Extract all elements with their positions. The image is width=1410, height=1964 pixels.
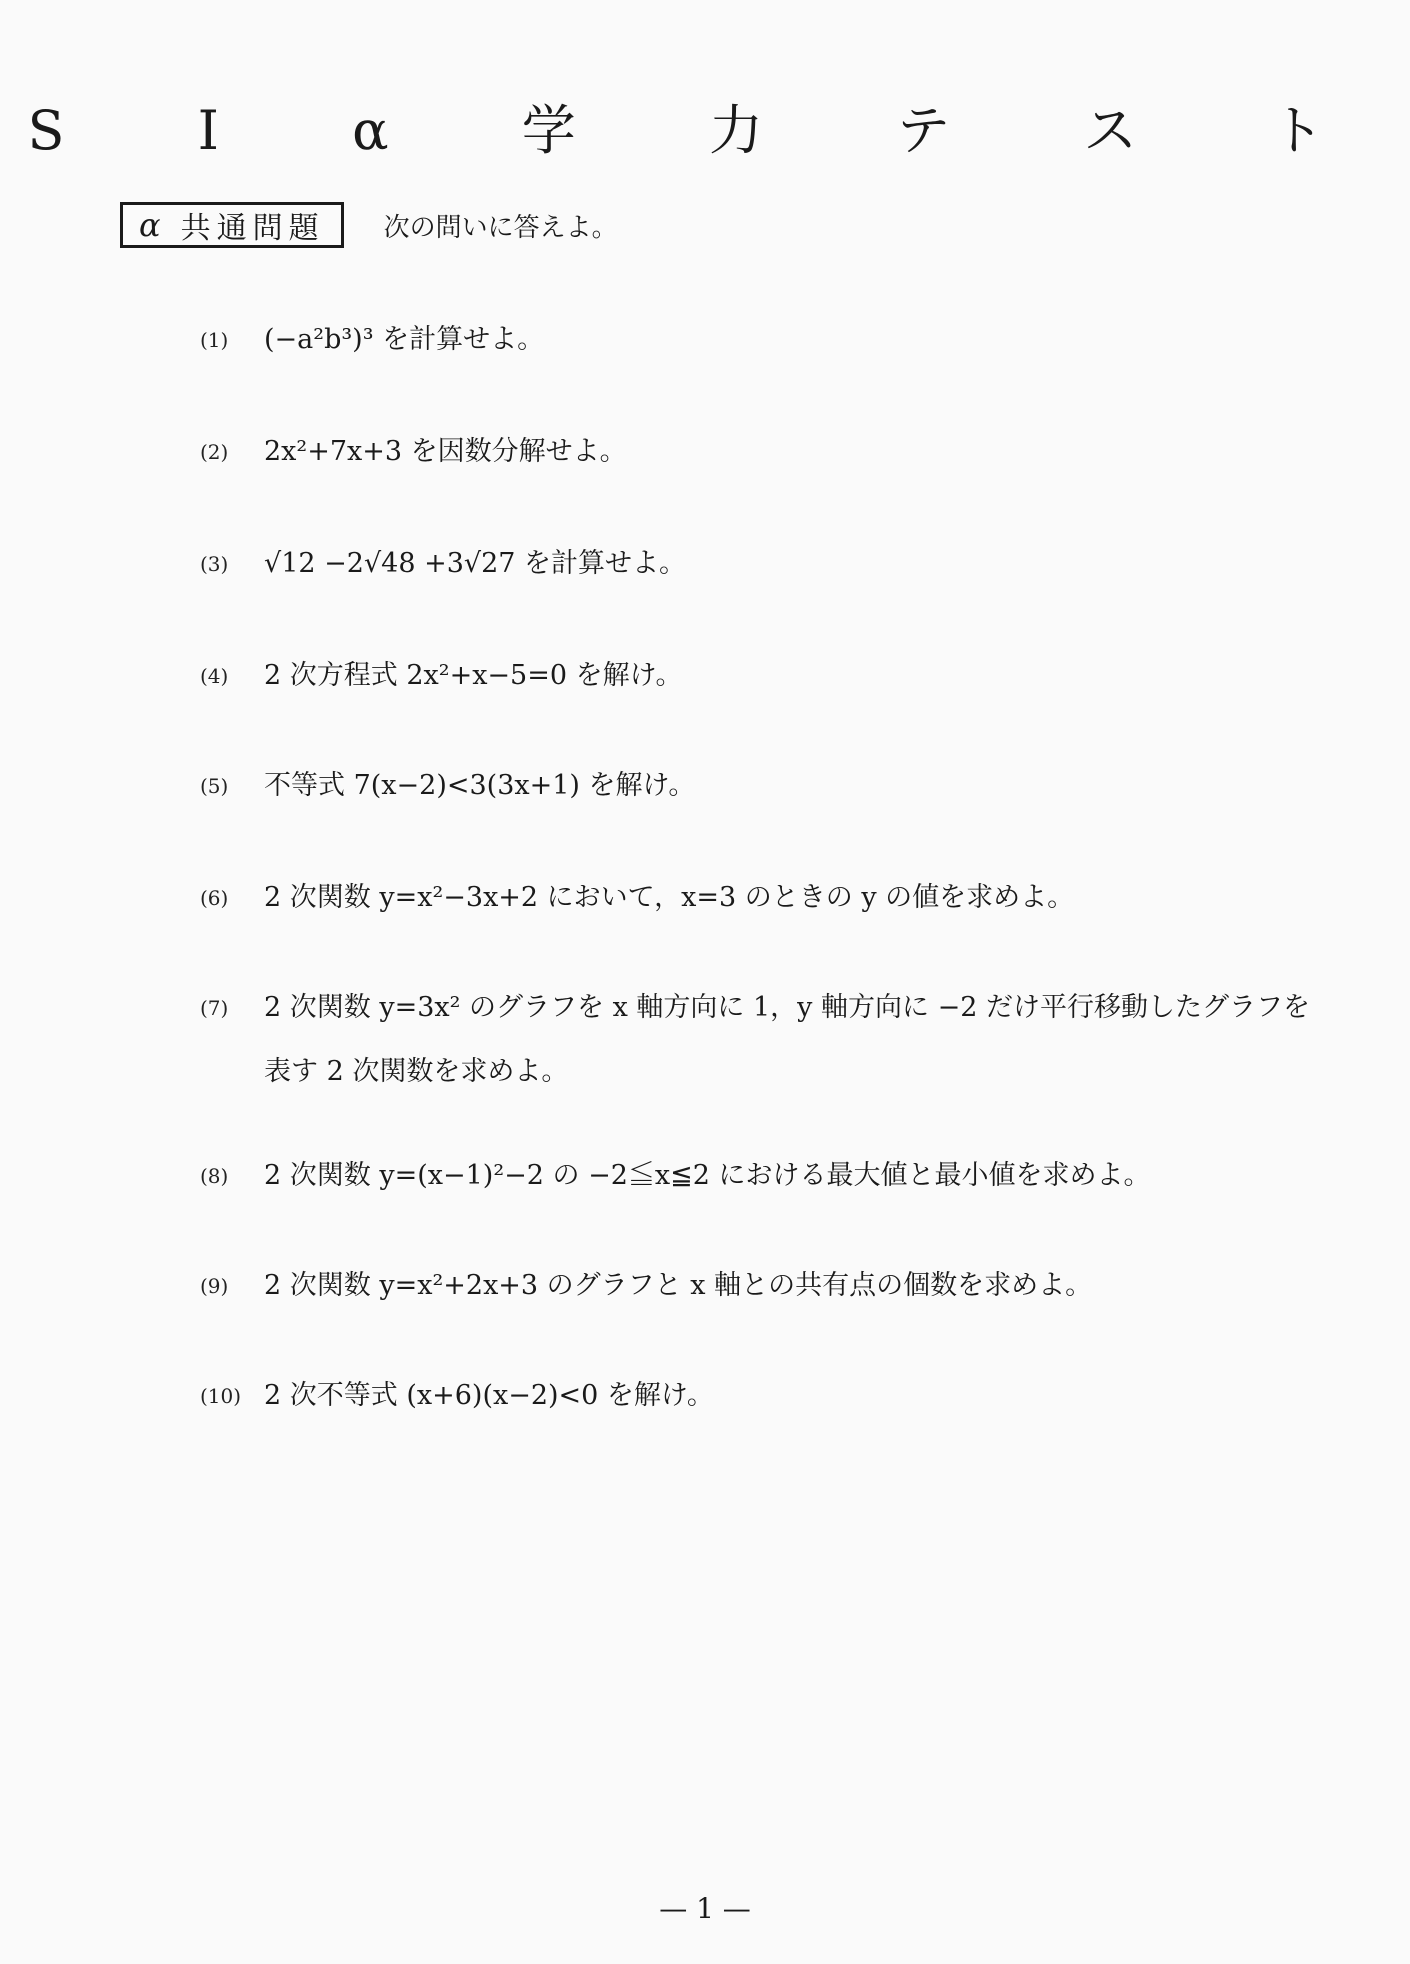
- problem-text: 2x²+7x+3 を因数分解せよ。: [264, 436, 627, 467]
- problem-number: (6): [200, 886, 229, 910]
- problem-text: 2 次関数 y=x²−3x+2 において，x=3 のときの y の値を求めよ。: [264, 882, 1075, 913]
- problem-number: (5): [200, 774, 229, 798]
- problem-number: (4): [200, 664, 229, 688]
- problem-5: [200, 754, 1320, 818]
- problem-2: [200, 420, 1320, 484]
- problem-number: (9): [200, 1274, 229, 1298]
- section-header: [120, 202, 618, 248]
- problem-number: (1): [200, 328, 229, 352]
- page-number: — 1 —: [659, 1892, 751, 1925]
- problem-7: [200, 976, 1320, 1104]
- problem-3: [200, 532, 1320, 596]
- problem-number: (8): [200, 1164, 229, 1188]
- section-instruction: 次の問いに答えよ。: [383, 212, 618, 243]
- problem-number: (7): [200, 996, 229, 1020]
- page-title: S Ⅰ α 学 力 テ ス ト: [27, 99, 1383, 162]
- problem-text: 2 次方程式 2x²+x−5=0 を解け。: [264, 660, 683, 691]
- problem-text: 2 次関数 y=3x² のグラフを x 軸方向に 1，y 軸方向に −2 だけ平行移動したグラフを表す 2 次関数を求めよ。: [264, 992, 1310, 1087]
- problem-8: [200, 1144, 1320, 1208]
- section-label: 共通問題: [180, 211, 325, 246]
- problem-1: [200, 308, 1320, 372]
- problem-text: 不等式 7(x−2)<3(3x+1) を解け。: [264, 770, 696, 801]
- problem-number: (3): [200, 552, 229, 576]
- problem-text: 2 次不等式 (x+6)(x−2)<0 を解け。: [264, 1380, 714, 1411]
- section-label-box: [120, 202, 344, 248]
- problem-number: (2): [200, 440, 229, 464]
- problem-text: 2 次関数 y=(x−1)²−2 の −2≦x≦2 における最大値と最小値を求めよ。: [264, 1160, 1151, 1191]
- problem-text: (−a²b³)³ を計算せよ。: [264, 324, 545, 355]
- section-alpha: α: [139, 206, 167, 244]
- problem-text: 2 次関数 y=x²+2x+3 のグラフと x 軸との共有点の個数を求めよ。: [264, 1270, 1093, 1301]
- problem-4: [200, 644, 1320, 708]
- problem-text: √12 −2√48 +3√27 を計算せよ。: [264, 548, 687, 579]
- problem-6: [200, 866, 1320, 930]
- problem-number: (10): [200, 1384, 242, 1408]
- problem-9: [200, 1254, 1320, 1318]
- problem-10: [200, 1364, 1320, 1428]
